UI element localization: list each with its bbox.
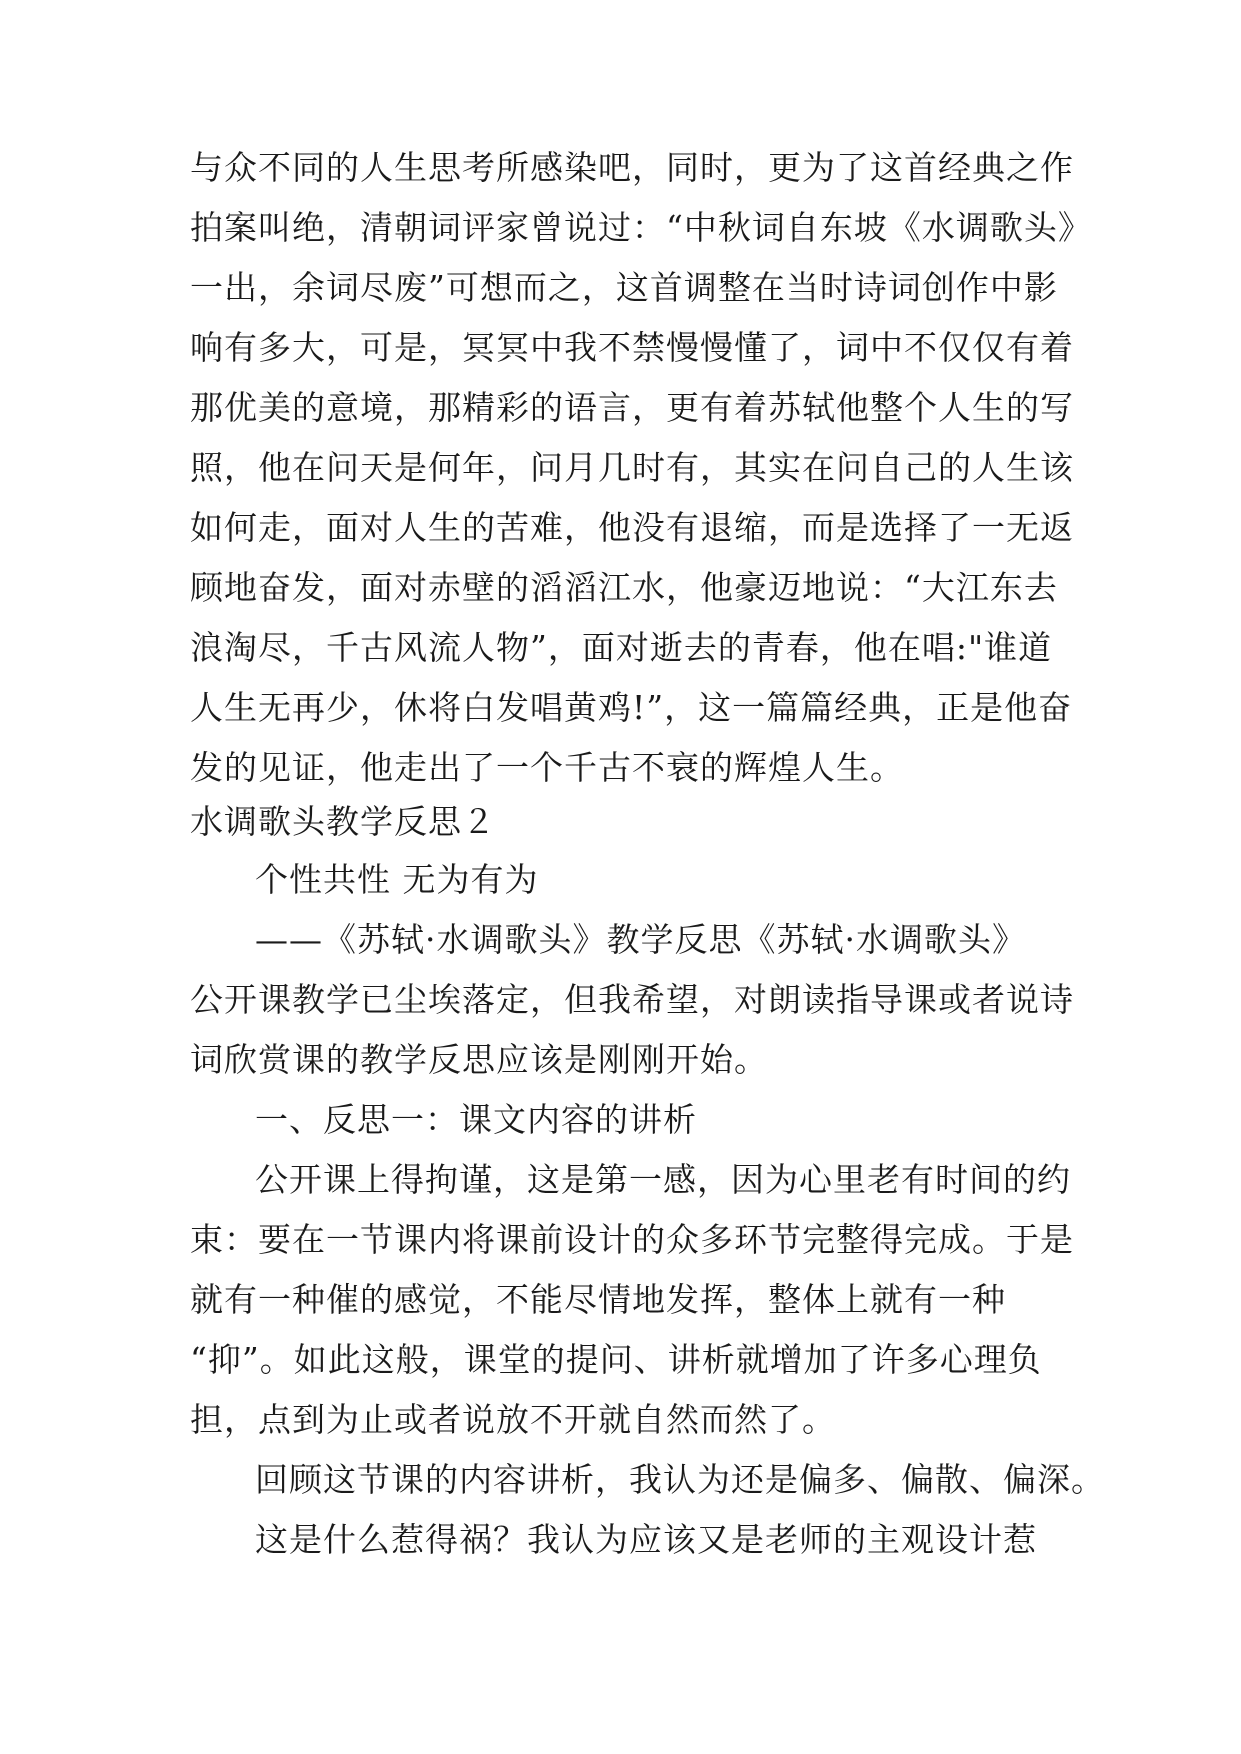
- paragraph-start-line: 这是什么惹得祸？我认为应该又是老师的主观设计惹: [255, 1520, 1037, 1559]
- text-line: 发的见证，他走出了一个千古不衰的辉煌人生。: [190, 748, 904, 787]
- text-line: 人生无再少，休将白发唱黄鸡!”，这一篇篇经典，正是他奋: [190, 688, 1073, 727]
- text-line: 一出，余词尽废”可想而之，这首调整在当时诗词创作中影: [190, 268, 1058, 307]
- text-line: 照，他在问天是何年，问月几时有，其实在问自己的人生该: [190, 448, 1074, 487]
- text-line: 如何走，面对人生的苦难，他没有退缩，而是选择了一无返: [190, 508, 1074, 547]
- text-line: 词欣赏课的教学反思应该是刚刚开始。: [190, 1040, 768, 1079]
- section-heading: 水调歌头教学反思２: [190, 802, 496, 841]
- subsection-heading: 一、反思一：课文内容的讲析: [255, 1100, 697, 1139]
- text-line: 顾地奋发，面对赤壁的滔滔江水，他豪迈地说：“大江东去: [190, 568, 1058, 607]
- text-line: 那优美的意境，那精彩的语言，更有着苏轼他整个人生的写: [190, 388, 1074, 427]
- text-line: 担，点到为止或者说放不开就自然而然了。: [190, 1400, 836, 1439]
- text-line: 束：要在一节课内将课前设计的众多环节完整得完成。于是: [190, 1220, 1074, 1259]
- subtitle: 个性共性 无为有为: [255, 860, 539, 899]
- text-line: 就有一种催的感觉，不能尽情地发挥，整体上就有一种: [190, 1280, 1006, 1319]
- text-line: 响有多大，可是，冥冥中我不禁慢慢懂了，词中不仅仅有着: [190, 328, 1074, 367]
- paragraph-start-line: 回顾这节课的内容讲析，我认为还是偏多、偏散、偏深。: [255, 1460, 1105, 1499]
- text-line: 浪淘尽，千古风流人物”，面对逝去的青春，他在唱:"谁道: [190, 628, 1053, 667]
- text-line: 拍案叫绝，清朝词评家曾说过：“中秋词自东坡《水调歌头》: [190, 208, 1092, 247]
- paragraph-start-line: 公开课上得拘谨，这是第一感，因为心里老有时间的约: [255, 1160, 1071, 1199]
- text-line: 与众不同的人生思考所感染吧，同时，更为了这首经典之作: [190, 148, 1074, 187]
- text-line: “抑”。如此这般，课堂的提问、讲析就增加了许多心理负: [190, 1340, 1042, 1379]
- paragraph-start-line: ——《苏轼·水调歌头》教学反思《苏轼·水调歌头》: [255, 920, 1026, 959]
- text-line: 公开课教学已尘埃落定，但我希望，对朗读指导课或者说诗: [190, 980, 1074, 1019]
